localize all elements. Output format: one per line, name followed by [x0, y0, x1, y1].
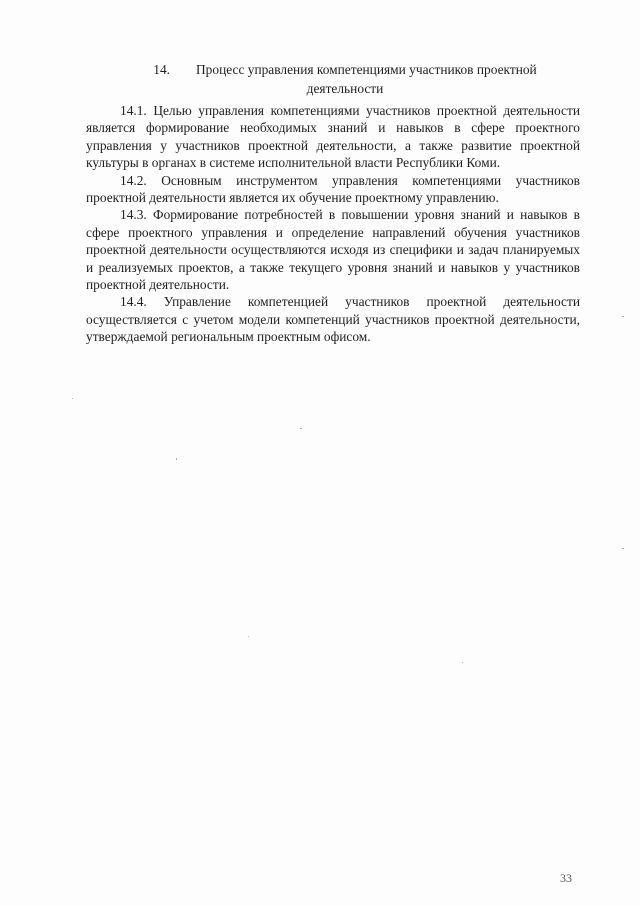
scan-speck	[622, 316, 624, 317]
section-body	[86, 102, 580, 346]
page-number: 33	[560, 871, 572, 885]
scan-speck	[300, 428, 302, 429]
scan-speck	[72, 398, 73, 399]
scan-speck	[176, 458, 177, 460]
scan-speck	[462, 662, 463, 663]
section-title-line-2: деятельности	[306, 81, 384, 96]
scan-speck	[248, 636, 249, 637]
paragraph-14-1: 14.1. Целью управления компетенциями участников проектной деятельности является формирование необходимых знаний и навыков в сфере проектного управления у участников проектной деятельности, а также развитие проектной культуры в органах в системе исполнительной власти Республики Коми.	[86, 103, 580, 171]
paragraph-14-4: 14.4. Управление компетенцией участников проектной деятельности осуществляется с учетом модели компетенций участников проектной деятельности, утверждаемой региональным проектным офисом.	[86, 294, 580, 345]
paragraph-14-3: 14.3. Формирование потребностей в повышении уровня знаний и навыков в сфере проектного управления и определение направлений обучения участников проектной деятельности осуществляются исходя из специфики и задач планируемых и реализуемых проектов, а также текущего уровня знаний и навыков у участников проектной деятельности.	[86, 207, 580, 293]
section-number: 14.	[153, 62, 171, 77]
section-title-line-1: Процесс управления компетенциями участников проектной	[196, 62, 537, 77]
scan-speck	[622, 548, 624, 549]
section-heading	[100, 60, 590, 98]
paragraph-14-2: 14.2. Основным инструментом управления компетенциями участников проектной деятельности является их обучение проектному управлению.	[86, 172, 580, 206]
